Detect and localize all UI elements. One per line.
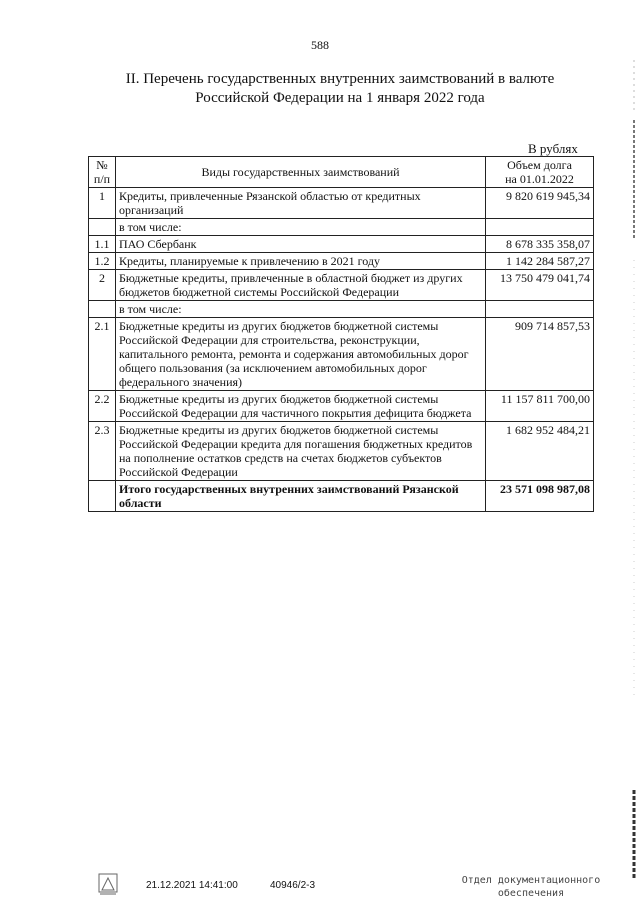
row-amount: 9 820 619 945,34 [486, 188, 594, 219]
title-line-1: II. Перечень государственных внутренних заимствований в валюте [125, 71, 555, 87]
table-row [89, 422, 594, 481]
table-row [89, 188, 594, 219]
row-number [89, 481, 116, 512]
row-description: Кредиты, привлеченные Рязанской областью от кредитных организаций [116, 188, 486, 219]
header-amount: Объем долга на 01.01.2022 [486, 157, 594, 188]
title-line-2: Российской Федерации на 1 января 2022 года [195, 90, 485, 106]
table-total-row [89, 481, 594, 512]
row-description: ПАО Сбербанк [116, 236, 486, 253]
row-description: Бюджетные кредиты из других бюджетов бюджетной системы Российской Федерации для строительства, реконструкции, капитального ремонта, ремонта и содержания автомобильных дорог общего пользования (за исключением автомобильных дорог федерального значения) [116, 318, 486, 391]
table-row [89, 318, 594, 391]
page-title [100, 70, 580, 108]
row-number: 2.2 [89, 391, 116, 422]
table-row [89, 236, 594, 253]
debt-table [88, 156, 594, 512]
row-description: в том числе: [116, 219, 486, 236]
row-amount: 909 714 857,53 [486, 318, 594, 391]
table-row [89, 253, 594, 270]
page-number: 588 [311, 38, 329, 52]
row-description: Бюджетные кредиты из других бюджетов бюджетной системы Российской Федерации для частичного покрытия дефицита бюджета [116, 391, 486, 422]
row-amount: 13 750 479 041,74 [486, 270, 594, 301]
scan-edge-marks [628, 0, 640, 905]
header-num: № п/п [89, 157, 116, 188]
row-number: 2 [89, 270, 116, 301]
row-number: 2.3 [89, 422, 116, 481]
table-row [89, 270, 594, 301]
table-row [89, 219, 594, 236]
row-number: 2.1 [89, 318, 116, 391]
footer-datetime: 21.12.2021 14:41:00 [146, 880, 238, 891]
row-description: в том числе: [116, 301, 486, 318]
department-stamp: Отдел документационного обеспечения [461, 875, 601, 899]
units-label: В рублях [528, 141, 578, 156]
row-description: Итого государственных внутренних заимствований Рязанской области [116, 481, 486, 512]
row-number [89, 219, 116, 236]
footer-doc-id: 40946/2-3 [270, 880, 316, 891]
header-type: Виды государственных заимствований [116, 157, 486, 188]
row-number: 1.2 [89, 253, 116, 270]
row-description: Бюджетные кредиты из других бюджетов бюджетной системы Российской Федерации кредита для погашения бюджетных кредитов на пополнение остатков средств на счетах бюджетов субъектов Российской Федерации [116, 422, 486, 481]
row-amount [486, 219, 594, 236]
table-row [89, 391, 594, 422]
row-amount: 1 142 284 587,27 [486, 253, 594, 270]
row-description: Бюджетные кредиты, привлеченные в областной бюджет из других бюджетов бюджетной системы Российской Федерации [116, 270, 486, 301]
row-description: Кредиты, планируемые к привлечению в 2021 году [116, 253, 486, 270]
row-amount: 8 678 335 358,07 [486, 236, 594, 253]
row-number [89, 301, 116, 318]
row-amount: 11 157 811 700,00 [486, 391, 594, 422]
table-header-row [89, 157, 594, 188]
row-amount [486, 301, 594, 318]
row-number: 1.1 [89, 236, 116, 253]
row-amount: 1 682 952 484,21 [486, 422, 594, 481]
table-row [89, 301, 594, 318]
emblem-icon [96, 870, 120, 896]
row-amount: 23 571 098 987,08 [486, 481, 594, 512]
row-number: 1 [89, 188, 116, 219]
